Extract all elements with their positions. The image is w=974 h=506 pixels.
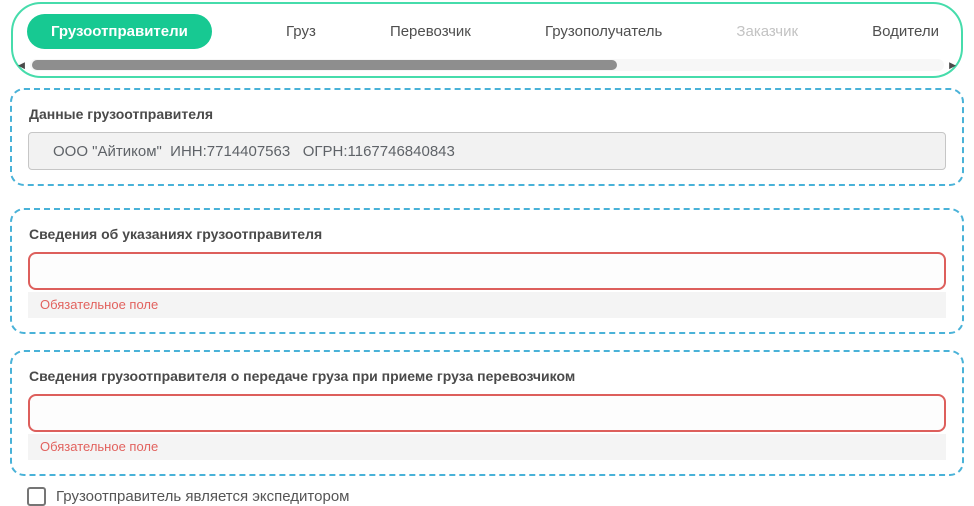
shipper-data-field[interactable] xyxy=(28,132,946,170)
tab-shippers-active[interactable]: Грузоотправители xyxy=(27,14,212,49)
scrollbar-track[interactable] xyxy=(30,59,944,71)
cargo-transfer-info-label: Сведения грузоотправителя о передаче груза при приеме груза перевозчиком xyxy=(29,368,576,384)
tab-customer: Заказчик xyxy=(736,23,799,40)
tabs-scrollbar xyxy=(13,59,961,76)
section-shipper-data xyxy=(10,88,964,186)
tab-consignee[interactable]: Грузополучатель xyxy=(544,23,663,40)
section-cargo-transfer-info xyxy=(10,350,964,476)
shipper-data-label: Данные грузоотправителя xyxy=(29,106,214,122)
tab-drivers[interactable]: Водители xyxy=(872,23,939,40)
required-field-error: Обязательное поле xyxy=(28,292,946,318)
scroll-left-arrow-icon[interactable]: ◀ xyxy=(18,60,25,70)
scroll-right-arrow-icon[interactable]: ▶ xyxy=(949,60,956,70)
tab-cargo[interactable]: Груз xyxy=(285,23,316,40)
shipper-instructions-label: Сведения об указаниях грузоотправителя xyxy=(29,226,323,242)
required-field-error: Обязательное поле xyxy=(28,434,946,460)
tabs-row xyxy=(13,4,961,49)
tab-carrier[interactable]: Перевозчик xyxy=(389,23,471,40)
cargo-transfer-info-field[interactable] xyxy=(28,394,946,432)
section-shipper-instructions xyxy=(10,208,964,334)
scrollbar-thumb[interactable] xyxy=(32,60,617,70)
shipper-instructions-field[interactable] xyxy=(28,252,946,290)
tab-bar xyxy=(11,2,963,78)
forwarder-checkbox-label[interactable]: Грузоотправитель является экспедитором xyxy=(56,488,350,505)
